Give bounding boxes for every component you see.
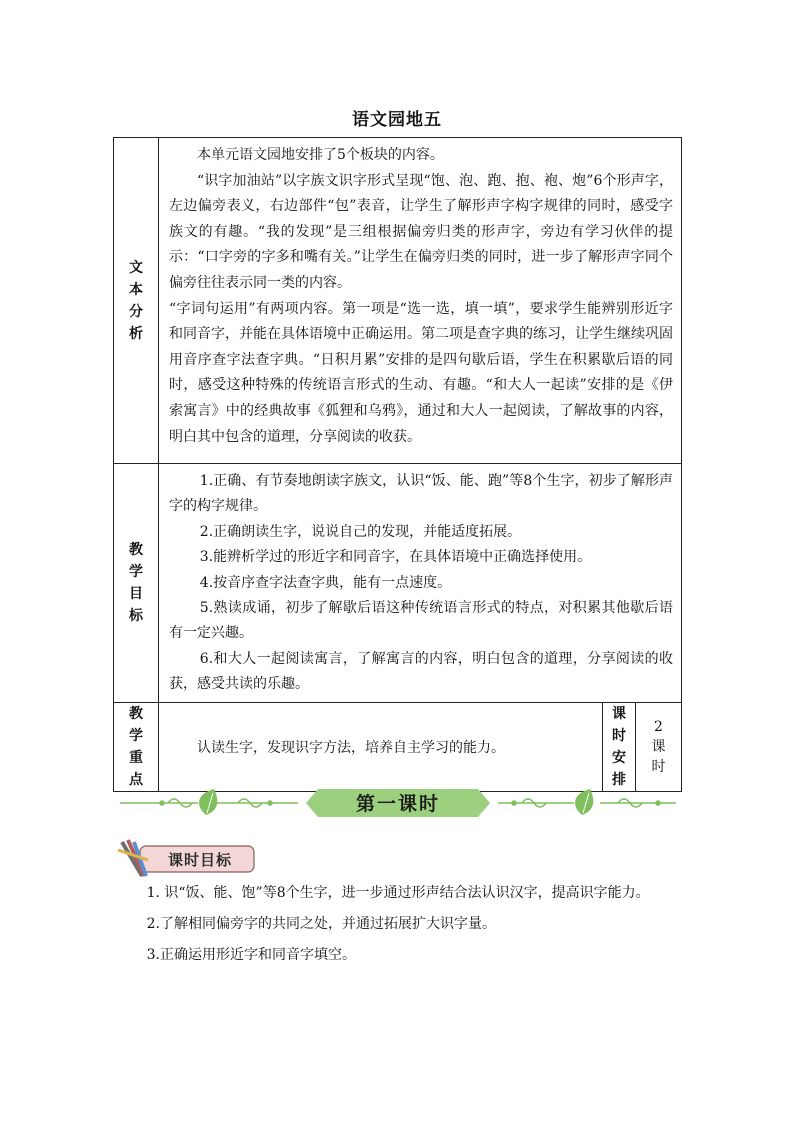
- leaf-left-icon: [199, 789, 217, 815]
- analysis-paragraph: 本单元语文园地安排了5个板块的内容。: [197, 147, 444, 163]
- lesson-goal-item: 2.了解相同偏旁字的共同之处，并通过拓展扩大识字量。: [146, 916, 496, 932]
- goals-content: [159, 464, 682, 703]
- schedule-hours: [636, 702, 682, 791]
- analysis-row: [114, 138, 682, 464]
- focus-content: 认读生字，发现识字方法，培养自主学习的能力。: [159, 702, 603, 791]
- label-char: 排: [612, 771, 626, 788]
- analysis-paragraph: “识字加油站”以字族文识字形式呈现“饱、泡、跑、抱、袍、炮”6个形声字，左边偏旁表义，右边部件“包”表音，让学生了解形声字构字规律的同时，感受字族文的有趣。“我的发现”是三组根据偏旁归类的形声字，旁边有学习伙伴的提示：“口字旁的字多和嘴有关。”让学生在偏旁归类的同时，进一步了解形声字同个偏旁往往表示同一类的内容。: [169, 172, 674, 291]
- label-char: 析: [129, 325, 143, 342]
- goals-label: [114, 464, 159, 703]
- pencils-icon: [118, 840, 148, 876]
- badge-title: 课时目标: [167, 851, 233, 869]
- label-char: 目: [129, 585, 143, 602]
- lesson-goals: [113, 880, 681, 973]
- label-char: 标: [129, 607, 143, 624]
- lesson-goal-item: 1. 识“饭、能、饱”等8个生字，进一步通过形声结合法认识汉字，提高识字能力。: [146, 885, 650, 901]
- label-char: 教: [129, 541, 143, 558]
- lesson-goal-badge: [118, 836, 258, 880]
- goals-row: [114, 464, 682, 703]
- label-char: 安: [612, 749, 626, 766]
- label-char: 时: [612, 727, 626, 744]
- label-char: 学: [129, 563, 143, 580]
- banner-title: 第一课时: [355, 793, 441, 815]
- focus-row: [114, 702, 682, 791]
- label-char: 教: [129, 705, 143, 722]
- label-char: 本: [129, 281, 143, 298]
- goal-item: 6.和大人一起阅读寓言，了解寓言的内容，明白包含的道理，分享阅读的收获，感受共读的乐趣。: [169, 650, 674, 693]
- analysis-label: [114, 138, 159, 464]
- lesson-plan-table: [113, 137, 682, 792]
- lesson-goal-item: 3.正确运用形近字和同音字填空。: [146, 947, 356, 963]
- page-title: 语文园地五: [352, 110, 442, 130]
- hours-char: 2: [654, 718, 663, 735]
- lesson-banner: [118, 785, 678, 821]
- goal-item: 5.熟读成诵，初步了解歇后语这种传统语言形式的特点，对积累其他歇后语有一定兴趣。: [169, 600, 674, 642]
- label-char: 课: [612, 705, 626, 722]
- hours-char: 时: [651, 758, 666, 775]
- analysis-paragraph: “字词句运用”有两项内容。第一项是“选一选，填一填”，要求学生能辨别形近字和同音字，并能在具体语境中正确运用。第二项是查字典的练习，让学生继续巩固用音序查字法查字典。“日积月累”安排的是四句歇后语，学生在积累歇后语的同时，感受这种特殊的传统语言形式的生动、有趣。“和大人一起读”安排的是《伊索寓言》中的经典故事《狐狸和乌鸦》，通过和大人一起阅读，了解故事的内容，明白其中包含的道理，分享阅读的收获。: [169, 300, 674, 445]
- label-char: 学: [129, 727, 143, 744]
- schedule-label: [603, 702, 636, 791]
- hours-char: 课: [651, 738, 666, 755]
- focus-label: [114, 702, 159, 791]
- goal-item: 1.正确、有节奏地朗读字族文，认识“饭、能、跑”等8个生字，初步了解形声字的构字规律。: [169, 473, 674, 515]
- goal-item: 3.能辨析学过的形近字和同音字，在具体语境中正确选择使用。: [199, 549, 592, 566]
- leaf-right-icon: [575, 789, 593, 815]
- goal-item: 4.按音序查字法查字典，能有一点速度。: [199, 574, 452, 591]
- goal-item: 2.正确朗读生字，说说自己的发现，并能适度拓展。: [199, 523, 522, 540]
- label-char: 文: [129, 259, 143, 276]
- label-char: 重: [129, 749, 143, 766]
- analysis-content: [159, 138, 682, 464]
- label-char: 分: [129, 303, 143, 320]
- label-char: 点: [129, 771, 143, 788]
